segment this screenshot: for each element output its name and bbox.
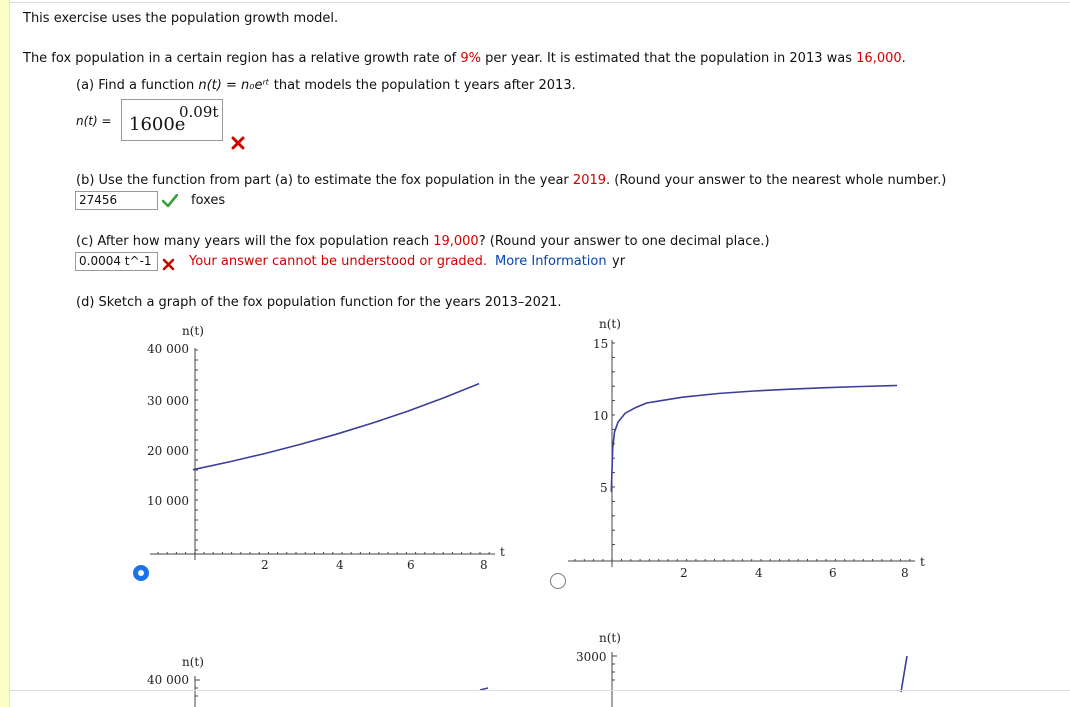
part-d-prompt: (d) Sketch a graph of the fox population function for the years 2013–2021. — [76, 295, 562, 310]
graph-option-1 — [147, 324, 505, 572]
target-year: 2019 — [572, 173, 607, 188]
graph-4-y-label: n(t) — [599, 631, 621, 645]
graph-2-curve — [611, 386, 897, 492]
part-a-answer-exponent: 0.09t — [179, 103, 219, 121]
bottom-divider — [10, 690, 1070, 691]
graph-4-y-tick-label: 3000 — [576, 650, 607, 664]
graph-2-x-tick-label: 6 — [829, 566, 837, 580]
graph-1-x-tick-label: 6 — [407, 558, 415, 572]
graph-1-x-label: t — [500, 545, 505, 559]
part-c-error-message: Your answer cannot be understood or graded. — [189, 254, 487, 269]
graph-2-y-tick-label: 15 — [593, 337, 609, 351]
graph-1-x-tick-label: 4 — [336, 558, 344, 572]
graph-1-y-tick-label: 30 000 — [147, 394, 189, 408]
graph-1-minor-ticks — [158, 350, 489, 554]
problem-statement: The fox population in a certain region has a relative growth rate of 9% per year. It is estimated that the population in 2013 was 16,000. — [23, 51, 906, 66]
graph-1-curve — [193, 384, 479, 470]
graph-option-4 — [576, 631, 907, 707]
graph-2-y-tick-label: 10 — [593, 409, 609, 423]
intro-text: This exercise uses the population growth model. — [23, 11, 339, 26]
graph-2-x-tick-label: 8 — [901, 566, 909, 580]
part-c-answer-input[interactable]: 0.0004 t^-1 — [75, 252, 158, 271]
more-information-link[interactable]: More Information — [495, 254, 607, 269]
growth-rate: 9% — [460, 51, 482, 66]
part-a-answer-base: 1600e — [129, 114, 186, 135]
graph-option-2 — [568, 317, 925, 580]
part-a-prompt: (a) Find a function n(t) = n₀eʳᵗ that models the population t years after 2013. — [76, 78, 576, 93]
graph-2-x-label: t — [920, 555, 925, 569]
graph-1-y-tick-label: 10 000 — [147, 494, 189, 508]
part-c-unit: yr — [612, 254, 626, 269]
graph-2-y-tick-label: 5 — [600, 481, 608, 495]
part-b-prompt: (b) Use the function from part (a) to estimate the fox population in the year 2019. (Round your answer to the nearest whole number.) — [76, 173, 947, 188]
graph-2-minor-ticks — [575, 343, 910, 561]
graph-1-x-tick-label: 2 — [261, 558, 269, 572]
graph-option-3 — [147, 655, 488, 707]
target-population: 19,000 — [433, 234, 479, 249]
graph-2-y-label: n(t) — [599, 317, 621, 331]
graph-2-x-tick-label: 4 — [755, 566, 763, 580]
graph-1-y-tick-label: 20 000 — [147, 444, 189, 458]
part-b-answer-input[interactable]: 27456 — [75, 191, 158, 210]
graph-2-x-tick-label: 2 — [680, 566, 688, 580]
graph-1-y-label: n(t) — [182, 324, 204, 338]
part-a-label: n(t) = — [76, 114, 112, 128]
initial-population: 16,000 — [856, 51, 902, 66]
graph-3-y-tick-label: 40 000 — [147, 673, 189, 687]
part-b-unit: foxes — [191, 193, 226, 208]
model-formula: n(t) = n₀eʳᵗ — [198, 78, 270, 93]
graph-1-y-tick-label: 40 000 — [147, 342, 189, 356]
part-c-prompt: (c) After how many years will the fox population reach 19,000? (Round your answer to one decimal place.) — [76, 234, 770, 249]
graph-3-y-label: n(t) — [182, 655, 204, 669]
graph-1-x-tick-label: 8 — [480, 558, 488, 572]
